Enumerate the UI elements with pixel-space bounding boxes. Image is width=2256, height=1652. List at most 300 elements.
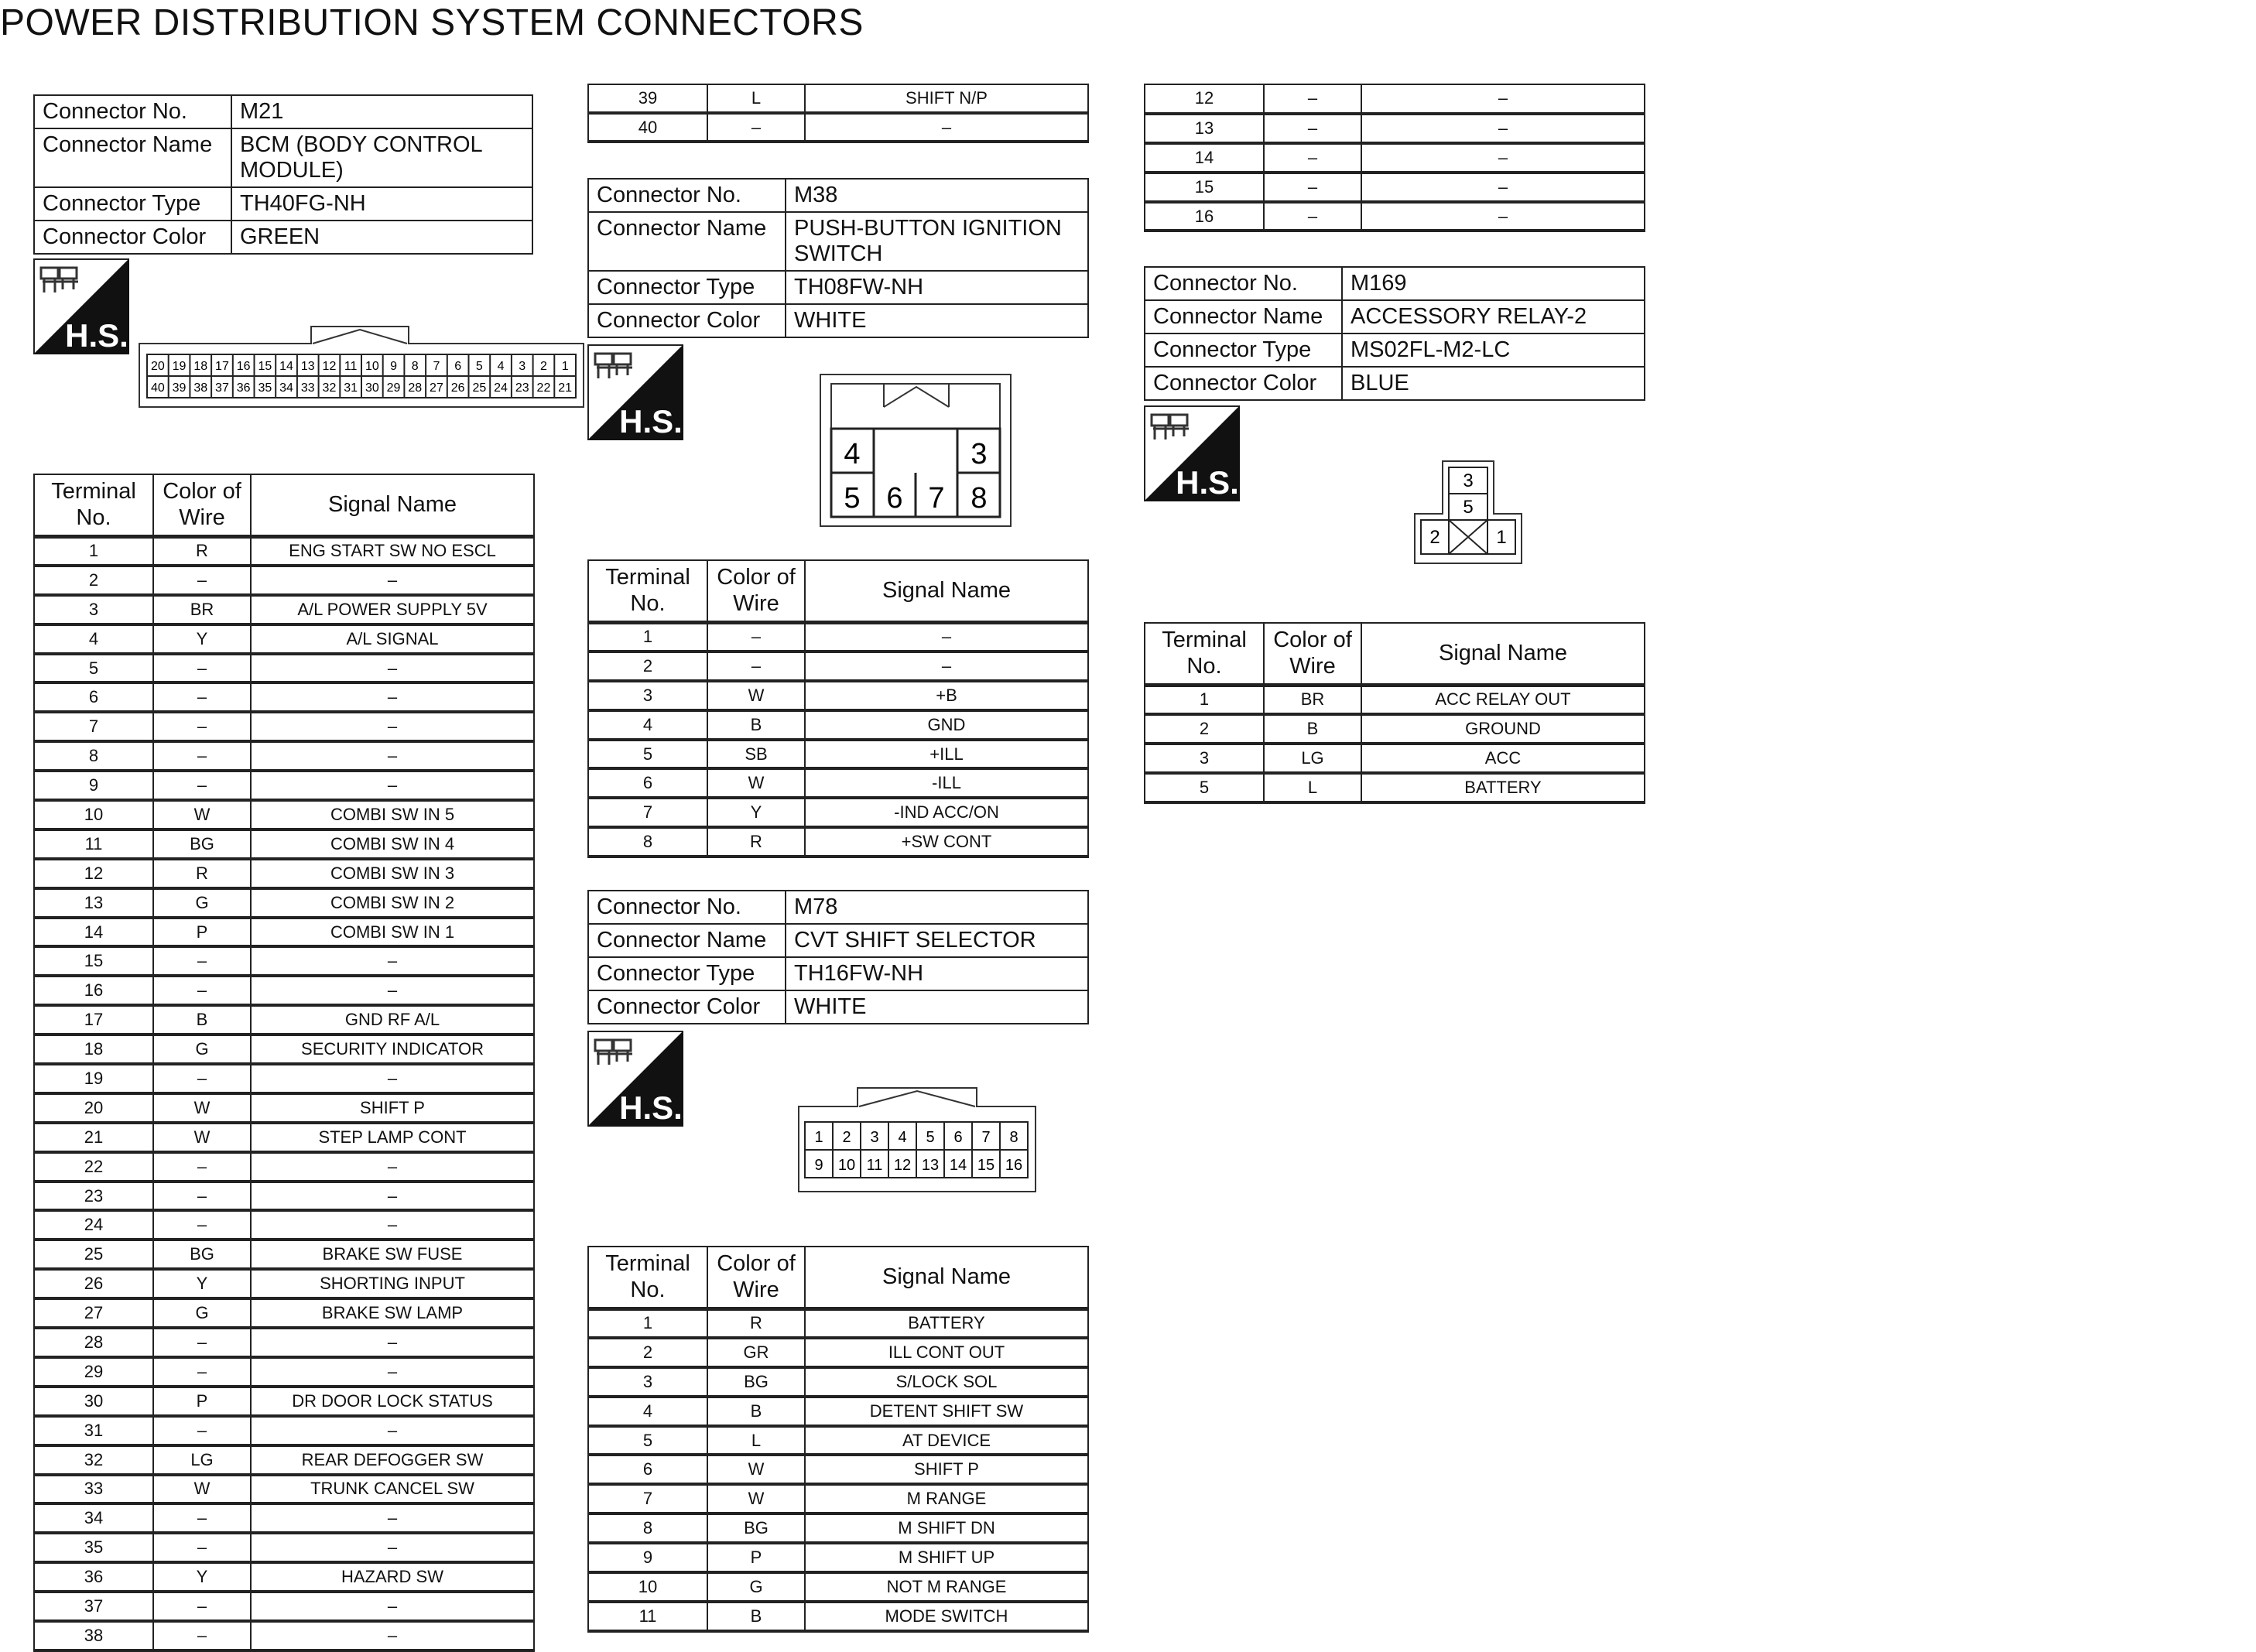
table-row bbox=[1145, 114, 1645, 143]
terminal-no-cell: 32 bbox=[34, 1445, 153, 1475]
terminal-no-cell: 15 bbox=[34, 946, 153, 976]
table-row bbox=[34, 1269, 534, 1298]
table-row bbox=[588, 1338, 1088, 1367]
table-row bbox=[588, 1367, 1088, 1397]
connector-color-label: Connector Color bbox=[588, 304, 786, 337]
pin-label: 26 bbox=[450, 381, 465, 395]
wire-color-cell: Y bbox=[707, 798, 805, 827]
connector-type-value: TH16FW-NH bbox=[786, 957, 1088, 990]
connector-no-label: Connector No. bbox=[588, 179, 786, 212]
wire-color-cell: – bbox=[153, 1152, 251, 1182]
wire-color-cell: R bbox=[707, 827, 805, 857]
terminal-no-cell: 4 bbox=[588, 710, 707, 740]
signal-name-cell: – bbox=[251, 712, 534, 741]
connector-type-value: MS02FL-M2-LC bbox=[1342, 333, 1645, 367]
table-row bbox=[34, 1064, 534, 1093]
color-of-wire-header: Color of Wire bbox=[707, 1247, 805, 1308]
terminal-no-cell: 13 bbox=[34, 888, 153, 918]
signal-name-cell: – bbox=[251, 1416, 534, 1445]
table-row bbox=[1145, 773, 1645, 802]
signal-name-cell: – bbox=[251, 1182, 534, 1211]
terminal-no-cell: 19 bbox=[34, 1064, 153, 1093]
table-row bbox=[34, 1152, 534, 1182]
wire-color-cell: B bbox=[707, 1397, 805, 1426]
wire-color-cell: B bbox=[1264, 714, 1361, 744]
wire-color-cell: BR bbox=[1264, 685, 1361, 714]
signal-name-cell: -IND ACC/ON bbox=[805, 798, 1088, 827]
wire-color-cell: – bbox=[153, 1592, 251, 1621]
table-row bbox=[34, 1592, 534, 1621]
terminal-no-cell: 1 bbox=[588, 622, 707, 652]
terminal-no-cell: 36 bbox=[34, 1562, 153, 1592]
terminal-no-cell: 6 bbox=[34, 682, 153, 712]
terminal-no-cell: 4 bbox=[34, 624, 153, 654]
terminal-no-cell: 5 bbox=[588, 740, 707, 769]
connector-color-label: Connector Color bbox=[588, 990, 786, 1024]
pin-label: 12 bbox=[893, 1156, 912, 1174]
terminal-no-cell: 9 bbox=[588, 1543, 707, 1572]
terminal-no-cell: 2 bbox=[34, 566, 153, 595]
wire-color-cell: – bbox=[153, 976, 251, 1005]
pin-label: 32 bbox=[322, 381, 337, 395]
wire-color-cell: GR bbox=[707, 1338, 805, 1367]
terminal-no-cell: 6 bbox=[588, 1455, 707, 1484]
signal-name-cell: S/LOCK SOL bbox=[805, 1367, 1088, 1397]
m38-connector-info bbox=[587, 178, 1089, 338]
table-row bbox=[1145, 173, 1645, 202]
wire-color-cell: L bbox=[707, 84, 805, 113]
signal-name-cell: – bbox=[251, 1328, 534, 1357]
signal-name-cell: – bbox=[251, 1621, 534, 1650]
signal-name-header: Signal Name bbox=[805, 1247, 1088, 1308]
signal-name-cell: AT DEVICE bbox=[805, 1426, 1088, 1455]
connector-color-value: WHITE bbox=[786, 304, 1088, 337]
table-row bbox=[34, 1445, 534, 1475]
wire-color-cell: – bbox=[1264, 84, 1361, 114]
signal-name-cell: SHIFT N/P bbox=[805, 84, 1088, 113]
table-row bbox=[588, 1543, 1088, 1572]
pin-label: 3 bbox=[519, 360, 526, 374]
table-row bbox=[34, 654, 534, 683]
signal-name-header: Signal Name bbox=[251, 474, 534, 536]
terminal-no-cell: 31 bbox=[34, 1416, 153, 1445]
table-row bbox=[34, 1416, 534, 1445]
wire-color-cell: – bbox=[1264, 143, 1361, 173]
connector-type-label: Connector Type bbox=[588, 271, 786, 304]
pin-label: 5 bbox=[1463, 497, 1474, 518]
terminal-no-header: Terminal No. bbox=[588, 560, 707, 622]
pin-label: 29 bbox=[386, 381, 401, 395]
terminal-no-cell: 1 bbox=[1145, 685, 1264, 714]
table-row bbox=[34, 1475, 534, 1504]
terminal-no-cell: 10 bbox=[34, 800, 153, 829]
terminal-no-cell: 5 bbox=[1145, 773, 1264, 802]
wire-color-cell: P bbox=[153, 1387, 251, 1416]
terminal-no-cell: 7 bbox=[588, 1484, 707, 1513]
signal-name-cell: – bbox=[251, 654, 534, 683]
table-row bbox=[34, 536, 534, 566]
signal-name-cell: STEP LAMP CONT bbox=[251, 1123, 534, 1152]
signal-name-cell: +ILL bbox=[805, 740, 1088, 769]
m21-terminal-table-continued bbox=[587, 84, 1089, 143]
wire-color-cell: BR bbox=[153, 595, 251, 624]
pin-label: 1 bbox=[1496, 527, 1507, 548]
signal-name-cell: -ILL bbox=[805, 768, 1088, 798]
table-row bbox=[588, 681, 1088, 710]
terminal-no-cell: 25 bbox=[34, 1240, 153, 1269]
table-row bbox=[588, 1602, 1088, 1631]
m21-connector-face bbox=[138, 323, 585, 409]
table-row bbox=[588, 1455, 1088, 1484]
pin-label: 38 bbox=[193, 381, 208, 395]
table-row bbox=[34, 1005, 534, 1035]
table-row bbox=[588, 1397, 1088, 1426]
terminal-no-cell: 13 bbox=[1145, 114, 1264, 143]
pin-label: 22 bbox=[536, 381, 551, 395]
wire-color-cell: BG bbox=[707, 1367, 805, 1397]
terminal-no-cell: 11 bbox=[34, 829, 153, 859]
signal-name-cell: – bbox=[251, 976, 534, 1005]
wire-color-cell: B bbox=[707, 710, 805, 740]
pin-label: 16 bbox=[1005, 1156, 1023, 1174]
terminal-no-cell: 18 bbox=[34, 1035, 153, 1064]
table-row bbox=[34, 888, 534, 918]
signal-name-cell: GROUND bbox=[1361, 714, 1645, 744]
hs-label: H.S. bbox=[1176, 464, 1239, 501]
wire-color-cell: B bbox=[153, 1005, 251, 1035]
table-row bbox=[588, 827, 1088, 857]
table-row bbox=[34, 859, 534, 888]
pin-label: 28 bbox=[408, 381, 423, 395]
signal-name-cell: COMBI SW IN 4 bbox=[251, 829, 534, 859]
signal-name-cell: – bbox=[1361, 114, 1645, 143]
terminal-no-cell: 33 bbox=[34, 1475, 153, 1504]
connector-no-value: M38 bbox=[786, 179, 1088, 212]
wire-color-cell: – bbox=[707, 622, 805, 652]
signal-name-cell: DETENT SHIFT SW bbox=[805, 1397, 1088, 1426]
wire-color-cell: W bbox=[153, 800, 251, 829]
table-row bbox=[1145, 685, 1645, 714]
table-row bbox=[34, 1387, 534, 1416]
wire-color-cell: – bbox=[153, 1182, 251, 1211]
signal-name-cell: – bbox=[1361, 202, 1645, 231]
terminal-no-cell: 17 bbox=[34, 1005, 153, 1035]
signal-name-cell: COMBI SW IN 1 bbox=[251, 918, 534, 947]
pin-label: 23 bbox=[515, 381, 529, 395]
wire-color-cell: – bbox=[707, 113, 805, 142]
pin-label: 6 bbox=[886, 482, 903, 515]
table-row bbox=[588, 113, 1088, 142]
connector-no-value: M21 bbox=[231, 95, 532, 128]
table-row bbox=[34, 712, 534, 741]
table-row bbox=[588, 1308, 1088, 1338]
m21-connector-info bbox=[33, 94, 533, 255]
table-row bbox=[34, 1503, 534, 1533]
signal-name-cell: – bbox=[251, 1592, 534, 1621]
table-row bbox=[34, 1328, 534, 1357]
terminal-no-header: Terminal No. bbox=[34, 474, 153, 536]
terminal-no-cell: 6 bbox=[588, 768, 707, 798]
pin-label: 5 bbox=[475, 360, 483, 374]
signal-name-cell: – bbox=[251, 1533, 534, 1562]
pin-label: 37 bbox=[215, 381, 229, 395]
wire-color-cell: W bbox=[707, 768, 805, 798]
wire-color-cell: L bbox=[707, 1426, 805, 1455]
signal-name-header: Signal Name bbox=[805, 560, 1088, 622]
terminal-no-cell: 30 bbox=[34, 1387, 153, 1416]
table-row bbox=[34, 624, 534, 654]
connector-color-value: WHITE bbox=[786, 990, 1088, 1024]
wire-color-cell: – bbox=[153, 1210, 251, 1240]
terminal-no-cell: 27 bbox=[34, 1298, 153, 1328]
terminal-no-cell: 10 bbox=[588, 1572, 707, 1602]
terminal-no-cell: 22 bbox=[34, 1152, 153, 1182]
terminal-no-cell: 14 bbox=[34, 918, 153, 947]
terminal-no-cell: 28 bbox=[34, 1328, 153, 1357]
signal-name-header: Signal Name bbox=[1361, 623, 1645, 685]
signal-name-cell: BRAKE SW LAMP bbox=[251, 1298, 534, 1328]
signal-name-cell: NOT M RANGE bbox=[805, 1572, 1088, 1602]
table-row bbox=[588, 622, 1088, 652]
signal-name-cell: M SHIFT UP bbox=[805, 1543, 1088, 1572]
wire-color-cell: P bbox=[707, 1543, 805, 1572]
table-row bbox=[588, 768, 1088, 798]
pin-label: 3 bbox=[870, 1128, 879, 1146]
table-row bbox=[34, 1093, 534, 1123]
pin-label: 21 bbox=[558, 381, 573, 395]
terminal-no-cell: 16 bbox=[34, 976, 153, 1005]
m169-connector-info bbox=[1144, 266, 1645, 401]
table-row bbox=[1145, 744, 1645, 773]
harness-side-icon bbox=[587, 344, 683, 440]
table-row bbox=[34, 771, 534, 800]
terminal-no-cell: 38 bbox=[34, 1621, 153, 1650]
table-row bbox=[1145, 143, 1645, 173]
pin-label: 6 bbox=[454, 360, 462, 374]
terminal-no-cell: 24 bbox=[34, 1210, 153, 1240]
wire-color-cell: – bbox=[153, 682, 251, 712]
terminal-no-cell: 1 bbox=[34, 536, 153, 566]
wire-color-cell: G bbox=[707, 1572, 805, 1602]
pin-label: 7 bbox=[981, 1128, 991, 1146]
wire-color-cell: W bbox=[153, 1093, 251, 1123]
signal-name-cell: – bbox=[251, 1152, 534, 1182]
terminal-no-cell: 7 bbox=[588, 798, 707, 827]
connector-name-label: Connector Name bbox=[588, 924, 786, 957]
pin-label: 15 bbox=[258, 360, 272, 374]
pin-label: 11 bbox=[344, 360, 358, 374]
m21-terminal-table bbox=[33, 474, 535, 1652]
signal-name-cell: BATTERY bbox=[805, 1308, 1088, 1338]
pin-label: 33 bbox=[300, 381, 315, 395]
wire-color-cell: G bbox=[153, 1035, 251, 1064]
wire-color-cell: – bbox=[153, 1621, 251, 1650]
signal-name-cell: M SHIFT DN bbox=[805, 1513, 1088, 1543]
wire-color-cell: LG bbox=[1264, 744, 1361, 773]
color-of-wire-header: Color of Wire bbox=[1264, 623, 1361, 685]
wire-color-cell: Y bbox=[153, 1269, 251, 1298]
wire-color-cell: – bbox=[1264, 202, 1361, 231]
color-of-wire-header: Color of Wire bbox=[153, 474, 251, 536]
table-row bbox=[1145, 202, 1645, 231]
table-row bbox=[34, 682, 534, 712]
pin-label: 3 bbox=[971, 438, 988, 470]
table-row bbox=[588, 1572, 1088, 1602]
terminal-no-cell: 5 bbox=[34, 654, 153, 683]
page-title: POWER DISTRIBUTION SYSTEM CONNECTORS bbox=[0, 2, 864, 43]
connector-no-label: Connector No. bbox=[1145, 267, 1342, 300]
m78-terminal-table-continued bbox=[1144, 84, 1645, 232]
pin-label: 5 bbox=[926, 1128, 935, 1146]
wire-color-cell: – bbox=[153, 1533, 251, 1562]
signal-name-cell: MODE SWITCH bbox=[805, 1602, 1088, 1631]
connector-color-value: BLUE bbox=[1342, 367, 1645, 400]
pin-label: 7 bbox=[928, 482, 945, 515]
table-row bbox=[34, 800, 534, 829]
wire-color-cell: BG bbox=[153, 1240, 251, 1269]
table-row bbox=[588, 652, 1088, 681]
table-row bbox=[34, 1182, 534, 1211]
terminal-no-cell: 3 bbox=[588, 681, 707, 710]
terminal-no-cell: 35 bbox=[34, 1533, 153, 1562]
pin-label: 14 bbox=[279, 360, 293, 374]
connector-no-value: M169 bbox=[1342, 267, 1645, 300]
connector-type-label: Connector Type bbox=[1145, 333, 1342, 367]
signal-name-cell: GND bbox=[805, 710, 1088, 740]
pin-label: 13 bbox=[921, 1156, 940, 1174]
pin-label: 9 bbox=[390, 360, 398, 374]
wire-color-cell: – bbox=[153, 1328, 251, 1357]
pin-label: 18 bbox=[193, 360, 208, 374]
connector-name-value: PUSH-BUTTON IGNITION SWITCH bbox=[786, 212, 1088, 271]
signal-name-cell: – bbox=[1361, 84, 1645, 114]
table-row bbox=[34, 1298, 534, 1328]
wire-color-cell: LG bbox=[153, 1445, 251, 1475]
signal-name-cell: BRAKE SW FUSE bbox=[251, 1240, 534, 1269]
harness-side-icon bbox=[33, 258, 129, 354]
wire-color-cell: – bbox=[707, 652, 805, 681]
pin-label: 35 bbox=[258, 381, 272, 395]
pin-label: 4 bbox=[844, 438, 861, 470]
terminal-no-cell: 2 bbox=[588, 1338, 707, 1367]
signal-name-cell: DR DOOR LOCK STATUS bbox=[251, 1387, 534, 1416]
pin-label: 2 bbox=[539, 360, 547, 374]
connector-color-value: GREEN bbox=[231, 221, 532, 254]
wire-color-cell: – bbox=[1264, 114, 1361, 143]
connector-type-value: TH40FG-NH bbox=[231, 187, 532, 221]
wire-color-cell: BG bbox=[153, 829, 251, 859]
signal-name-cell: – bbox=[251, 946, 534, 976]
wire-color-cell: – bbox=[153, 741, 251, 771]
signal-name-cell: – bbox=[251, 566, 534, 595]
pin-label: 4 bbox=[497, 360, 505, 374]
pin-label: 14 bbox=[949, 1156, 967, 1174]
pin-label: 5 bbox=[844, 482, 861, 515]
signal-name-cell: SHIFT P bbox=[251, 1093, 534, 1123]
hs-label: H.S. bbox=[65, 317, 128, 354]
pin-label: 11 bbox=[866, 1156, 883, 1174]
terminal-no-header: Terminal No. bbox=[588, 1247, 707, 1308]
table-row bbox=[34, 918, 534, 947]
signal-name-cell: TRUNK CANCEL SW bbox=[251, 1475, 534, 1504]
pin-label: 13 bbox=[300, 360, 315, 374]
terminal-no-cell: 11 bbox=[588, 1602, 707, 1631]
terminal-no-header: Terminal No. bbox=[1145, 623, 1264, 685]
wire-color-cell: Y bbox=[153, 624, 251, 654]
pin-label: 2 bbox=[1429, 527, 1440, 548]
hs-label: H.S. bbox=[619, 403, 683, 440]
wire-color-cell: W bbox=[707, 681, 805, 710]
terminal-no-cell: 2 bbox=[588, 652, 707, 681]
pin-label: 6 bbox=[953, 1128, 963, 1146]
terminal-no-cell: 14 bbox=[1145, 143, 1264, 173]
pin-label: 40 bbox=[150, 381, 165, 395]
wire-color-cell: Y bbox=[153, 1562, 251, 1592]
terminal-no-cell: 3 bbox=[588, 1367, 707, 1397]
table-row bbox=[588, 1426, 1088, 1455]
wire-color-cell: – bbox=[1264, 173, 1361, 202]
table-row bbox=[588, 740, 1088, 769]
terminal-no-cell: 29 bbox=[34, 1357, 153, 1387]
terminal-no-cell: 7 bbox=[34, 712, 153, 741]
wire-color-cell: P bbox=[153, 918, 251, 947]
terminal-no-cell: 8 bbox=[588, 1513, 707, 1543]
table-row bbox=[588, 84, 1088, 113]
color-of-wire-header: Color of Wire bbox=[707, 560, 805, 622]
pin-label: 16 bbox=[236, 360, 251, 374]
signal-name-cell: ACC RELAY OUT bbox=[1361, 685, 1645, 714]
pin-label: 31 bbox=[344, 381, 358, 395]
hs-label: H.S. bbox=[619, 1089, 683, 1126]
table-row bbox=[34, 1562, 534, 1592]
terminal-no-cell: 40 bbox=[588, 113, 707, 142]
pin-label: 30 bbox=[365, 381, 379, 395]
signal-name-cell: COMBI SW IN 3 bbox=[251, 859, 534, 888]
signal-name-cell: – bbox=[251, 741, 534, 771]
m169-terminal-table bbox=[1144, 622, 1645, 804]
connector-no-value: M78 bbox=[786, 891, 1088, 924]
wire-color-cell: R bbox=[153, 536, 251, 566]
connector-name-value: ACCESSORY RELAY-2 bbox=[1342, 300, 1645, 333]
signal-name-cell: SECURITY INDICATOR bbox=[251, 1035, 534, 1064]
table-row bbox=[1145, 84, 1645, 114]
signal-name-cell: GND RF A/L bbox=[251, 1005, 534, 1035]
terminal-no-cell: 3 bbox=[34, 595, 153, 624]
signal-name-cell: COMBI SW IN 5 bbox=[251, 800, 534, 829]
wire-color-cell: G bbox=[153, 888, 251, 918]
pin-label: 7 bbox=[433, 360, 440, 374]
pin-label: 1 bbox=[814, 1128, 823, 1146]
wire-color-cell: BG bbox=[707, 1513, 805, 1543]
signal-name-cell: A/L SIGNAL bbox=[251, 624, 534, 654]
connector-name-label: Connector Name bbox=[1145, 300, 1342, 333]
table-row bbox=[34, 566, 534, 595]
signal-name-cell: SHORTING INPUT bbox=[251, 1269, 534, 1298]
table-row bbox=[588, 1513, 1088, 1543]
signal-name-cell: ACC bbox=[1361, 744, 1645, 773]
connector-name-value: CVT SHIFT SELECTOR bbox=[786, 924, 1088, 957]
m78-connector-face bbox=[797, 1085, 1037, 1193]
m169-connector-face bbox=[1413, 460, 1523, 565]
table-row bbox=[34, 976, 534, 1005]
wire-color-cell: G bbox=[153, 1298, 251, 1328]
table-row bbox=[588, 710, 1088, 740]
terminal-no-cell: 3 bbox=[1145, 744, 1264, 773]
pin-label: 24 bbox=[494, 381, 508, 395]
terminal-no-cell: 15 bbox=[1145, 173, 1264, 202]
wire-color-cell: – bbox=[153, 771, 251, 800]
wire-color-cell: W bbox=[153, 1123, 251, 1152]
